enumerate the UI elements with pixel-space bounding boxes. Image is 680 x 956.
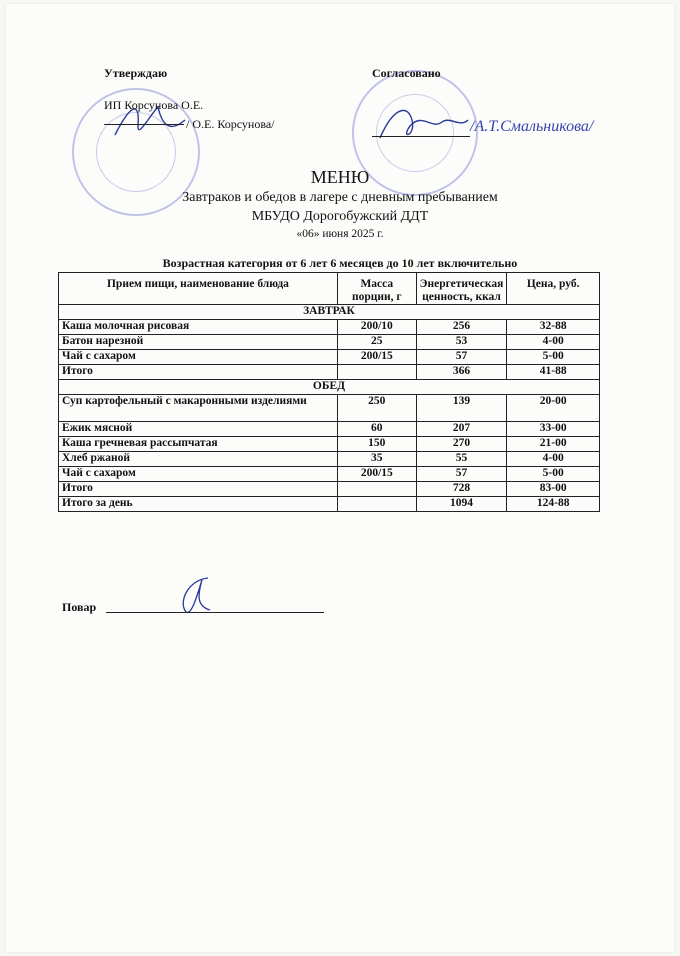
subtitle-line1: Завтраков и обедов в лагере с дневным пребыванием	[182, 190, 498, 205]
table-row	[59, 395, 600, 422]
approve-name: ИП Корсунова О.Е.	[104, 98, 204, 112]
column-header-mass: Масса порции, г	[337, 273, 416, 305]
dish-mass: 60	[337, 422, 416, 437]
dish-name: Каша гречневая рассыпчатая	[59, 437, 338, 452]
cook-label: Повар	[62, 600, 97, 614]
agreed-signature-line	[372, 136, 470, 137]
table-row	[59, 452, 600, 467]
table-row	[59, 350, 600, 365]
document-date: «06» июня 2025 г.	[296, 228, 384, 240]
dish-name: Каша молочная рисовая	[59, 320, 338, 335]
approve-title: Утверждаю	[104, 66, 168, 80]
dish-price: 33-00	[507, 422, 600, 437]
day-total-mass	[337, 497, 416, 512]
table-row	[59, 335, 600, 350]
table-row	[59, 467, 600, 482]
dish-price: 20-00	[507, 395, 600, 422]
section-label-lunch: ОБЕД	[59, 380, 600, 395]
table-header-row	[59, 273, 600, 305]
menu-table	[58, 272, 600, 512]
day-total-energy: 1094	[416, 497, 507, 512]
dish-mass: 25	[337, 335, 416, 350]
column-header-energy: Энергетическая ценность, ккал	[416, 273, 507, 305]
dish-energy: 207	[416, 422, 507, 437]
approve-signature-name: / О.Е. Корсунова/	[186, 117, 275, 131]
total-energy: 728	[416, 482, 507, 497]
subtitle-line2: МБУДО Дорогобужский ДДТ	[251, 209, 429, 224]
dish-price: 4-00	[507, 335, 600, 350]
dish-energy: 57	[416, 467, 507, 482]
dish-mass: 35	[337, 452, 416, 467]
signature-agreed	[372, 100, 472, 146]
total-mass	[337, 365, 416, 380]
column-header-dish: Прием пищи, наименование блюда	[59, 273, 338, 305]
dish-energy: 57	[416, 350, 507, 365]
dish-name: Ежик мясной	[59, 422, 338, 437]
dish-price: 5-00	[507, 350, 600, 365]
page-title: МЕНЮ	[310, 167, 370, 187]
table-row	[59, 437, 600, 452]
section-label-breakfast: ЗАВТРАК	[59, 305, 600, 320]
lunch-total-row	[59, 482, 600, 497]
dish-price: 4-00	[507, 452, 600, 467]
total-label: Итого	[59, 365, 338, 380]
dish-mass: 200/10	[337, 320, 416, 335]
day-total-price: 124-88	[507, 497, 600, 512]
day-total-label: Итого за день	[59, 497, 338, 512]
table-row	[59, 422, 600, 437]
agreed-signature-name: /А.Т.Смальникова/	[470, 118, 594, 135]
total-label: Итого	[59, 482, 338, 497]
dish-price: 5-00	[507, 467, 600, 482]
total-price: 41-88	[507, 365, 600, 380]
section-row-lunch	[59, 380, 600, 395]
dish-mass: 200/15	[337, 467, 416, 482]
dish-mass: 150	[337, 437, 416, 452]
dish-energy: 270	[416, 437, 507, 452]
cook-signature-line	[106, 612, 324, 613]
total-energy: 366	[416, 365, 507, 380]
agreed-title: Согласовано	[372, 66, 441, 80]
total-mass	[337, 482, 416, 497]
dish-mass: 200/15	[337, 350, 416, 365]
dish-energy: 55	[416, 452, 507, 467]
total-price: 83-00	[507, 482, 600, 497]
dish-name: Чай с сахаром	[59, 350, 338, 365]
dish-price: 32-88	[507, 320, 600, 335]
dish-price: 21-00	[507, 437, 600, 452]
dish-name: Батон нарезной	[59, 335, 338, 350]
dish-energy: 256	[416, 320, 507, 335]
approve-signature-line	[104, 124, 184, 125]
dish-mass: 250	[337, 395, 416, 422]
dish-name: Хлеб ржаной	[59, 452, 338, 467]
section-row-breakfast	[59, 305, 600, 320]
dish-name: Чай с сахаром	[59, 467, 338, 482]
dish-energy: 53	[416, 335, 507, 350]
table-row	[59, 320, 600, 335]
breakfast-total-row	[59, 365, 600, 380]
dish-energy: 139	[416, 395, 507, 422]
age-category: Возрастная категория от 6 лет 6 месяцев до 10 лет включительно	[162, 256, 518, 270]
dish-name: Суп картофельный с макаронными изделиями	[59, 395, 338, 422]
column-header-price: Цена, руб.	[507, 273, 600, 305]
day-total-row	[59, 497, 600, 512]
